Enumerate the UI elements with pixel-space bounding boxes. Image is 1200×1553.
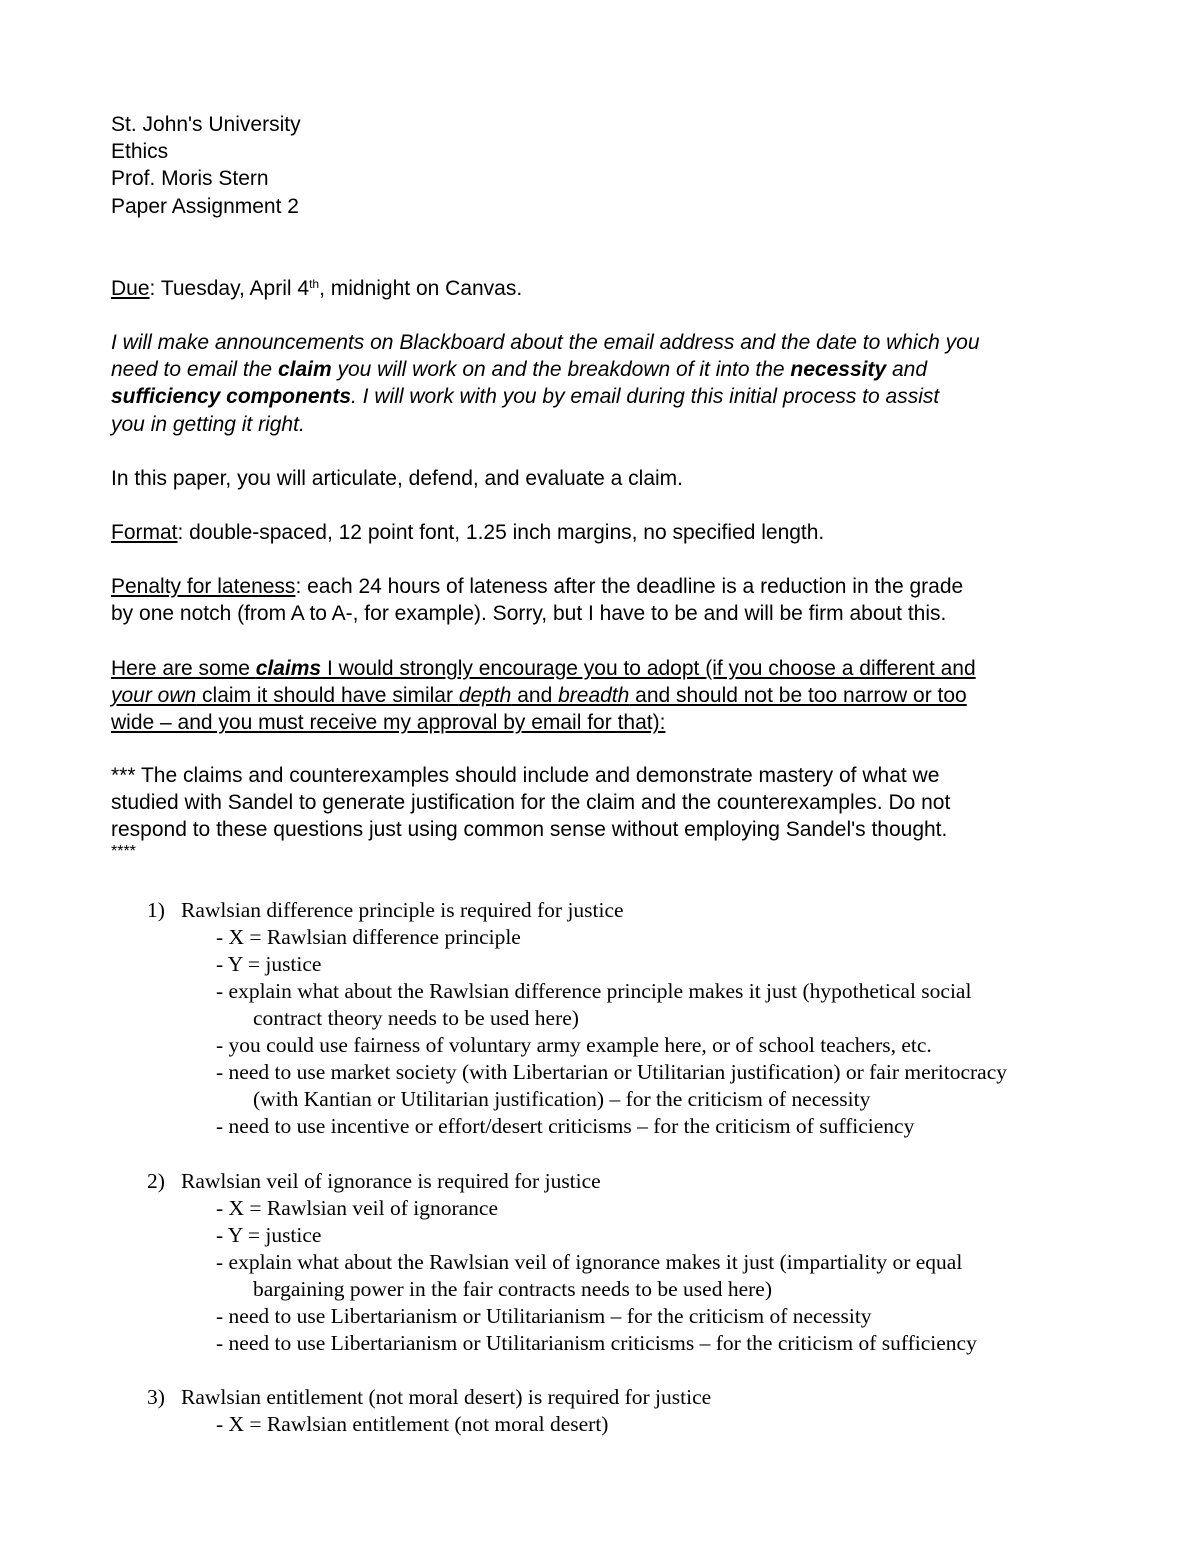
- claim-bullet-continuation: bargaining power in the fair contracts needs to be used here): [253, 1277, 772, 1301]
- announcement-paragraph: [111, 329, 1101, 438]
- due-line: [111, 275, 1101, 302]
- claims-intro-paragraph: Here are some claims I would strongly encourage you to adopt (if you choose a different and your own claim it should have similar depth and breadth and should not be too narrow or too wide – and you must receive my approval by email for that):: [111, 657, 976, 735]
- claim-bullet: - X = Rawlsian entitlement (not moral desert): [216, 1412, 609, 1436]
- due-date-suffix: th: [309, 277, 320, 291]
- sufficiency-emphasis: sufficiency components: [111, 385, 352, 409]
- claim-bullet: - need to use Libertarianism or Utilitarianism – for the criticism of necessity: [216, 1304, 872, 1328]
- claim-number: 3): [147, 1385, 165, 1409]
- claim-number: 2): [147, 1169, 165, 1193]
- assignment-title: Paper Assignment 2: [111, 194, 299, 218]
- claim-bullet: - need to use incentive or effort/desert criticisms – for the criticism of sufficiency: [216, 1114, 915, 1138]
- announcement-line: need to email the claim you will work on and the breakdown of it into the necessity and: [111, 358, 928, 382]
- claim-bullet: - need to use market society (with Libertarian or Utilitarian justification) or fair meritocracy: [216, 1060, 1008, 1084]
- claim-bullet: - X = Rawlsian veil of ignorance: [216, 1196, 498, 1220]
- sandel-note: *** The claims and counterexamples should include and demonstrate mastery of what we studied with Sandel to generate justification for the claim and the counterexamples. Do not respond to these questions just using common sense without employing Sandel's thought. ****: [111, 764, 951, 860]
- claim-bullet-continuation: (with Kantian or Utilitarian justification) – for the criticism of necessity: [253, 1087, 871, 1111]
- necessity-emphasis: necessity: [790, 358, 887, 382]
- professor-name: Prof. Moris Stern: [111, 167, 269, 191]
- claim-title: Rawlsian difference principle is required for justice: [181, 898, 624, 922]
- format-label: Format: [111, 521, 178, 544]
- due-location: , midnight on Canvas.: [319, 277, 523, 300]
- due-date: : Tuesday, April 4: [149, 277, 310, 300]
- claims-emphasis: claims: [255, 657, 322, 680]
- claim-bullet: - explain what about the Rawlsian difference principle makes it just (hypothetical social: [216, 979, 972, 1003]
- announcement-line: I will make announcements on Blackboard about the email address and the date to which you: [111, 331, 980, 354]
- intro-paragraph: In this paper, you will articulate, defend, and evaluate a claim.: [111, 467, 684, 490]
- claim-title: Rawlsian entitlement (not moral desert) is required for justice: [181, 1385, 712, 1409]
- format-paragraph: [111, 519, 1101, 546]
- claim-bullet: - X = Rawlsian difference principle: [216, 925, 521, 949]
- claim-bullet: - need to use Libertarianism or Utilitarianism criticisms – for the criticism of sufficiency: [216, 1331, 977, 1355]
- announcement-line: sufficiency components. I will work with you by email during this initial process to assist: [111, 385, 940, 409]
- claim-bullet: - explain what about the Rawlsian veil of ignorance makes it just (impartiality or equal: [216, 1250, 963, 1274]
- claim-bullet: - Y = justice: [216, 952, 322, 976]
- claim-item: [147, 1384, 1107, 1438]
- announcement-line: you in getting it right.: [111, 412, 305, 436]
- claim-number: 1): [147, 898, 165, 922]
- claim-bullet-continuation: contract theory needs to be used here): [253, 1006, 579, 1030]
- penalty-paragraph: Penalty for lateness: each 24 hours of lateness after the deadline is a reduction in the grade by one notch (from A to A-, for example). Sorry, but I have to be and will be firm about this.: [111, 575, 964, 626]
- claim-bullet: - you could use fairness of voluntary army example here, or of school teachers, etc.: [216, 1033, 932, 1057]
- document-header: [111, 111, 1101, 220]
- claim-title: Rawlsian veil of ignorance is required for justice: [181, 1169, 601, 1193]
- penalty-label: Penalty for lateness: [111, 575, 296, 598]
- claim-bullet: - Y = justice: [216, 1223, 322, 1247]
- format-text: : double-spaced, 12 point font, 1.25 inch margins, no specified length.: [177, 521, 825, 544]
- due-label: Due: [111, 277, 150, 300]
- claim-item: [147, 897, 1107, 1140]
- claim-emphasis: claim: [277, 358, 332, 382]
- course-name: Ethics: [111, 140, 169, 164]
- university-name: St. John's University: [111, 113, 301, 136]
- claim-item: [147, 1168, 1107, 1357]
